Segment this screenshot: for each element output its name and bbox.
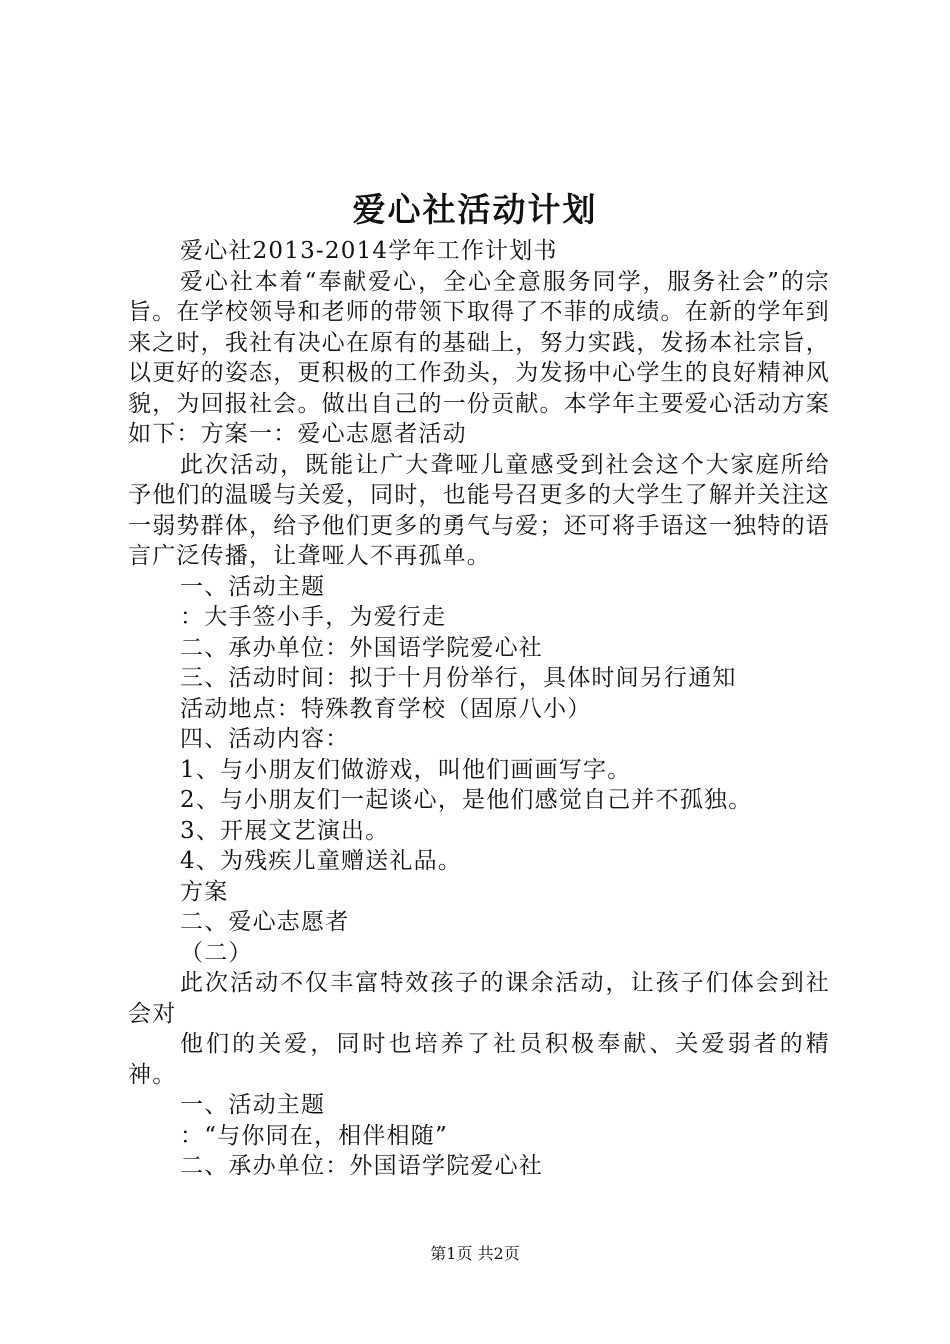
paragraph-intro: 爱心社本着“奉献爱心，全心全意服务同学，服务社会”的宗旨。在学校领导和老师的带领下取得了不菲的成绩。在新的学年到来之时，我社有决心在原有的基础上，努力实践，发扬本社宗旨，以更好的姿态，更积极的工作劲头，为发扬中心学生的良好精神风貌，为回报社会。做出自己的一份贡献。本学年主要爱心活动方案如下：方案一：爱心志愿者活动 bbox=[128, 268, 830, 447]
list-item-theme-heading: 一、活动主题 bbox=[180, 573, 326, 600]
paragraph-activity-two-b: 他们的关爱，同时也培养了社员积极奉献、关爱弱者的精神。 bbox=[128, 1031, 830, 1088]
list-item-organizer: 二、承办单位：外国语学院爱心社 bbox=[180, 634, 543, 661]
list-item-plan: 方案 bbox=[180, 878, 229, 905]
list-item-theme: ：大手签小手，为爱行走 bbox=[180, 604, 447, 630]
list-item-location: 活动地点：特殊教育学校（固原八小） bbox=[180, 695, 592, 722]
paragraph-activity-two-a: 此次活动不仅丰富特效孩子的课余活动，让孩子们体会到社会对 bbox=[128, 970, 830, 1027]
document-body bbox=[128, 236, 830, 1182]
document-title: 爱心社活动计划 bbox=[352, 190, 598, 229]
list-item-content-1: 1、与小朋友们做游戏，叫他们画画写字。 bbox=[180, 756, 632, 783]
page-footer: 第1页 共2页 bbox=[430, 1244, 520, 1263]
list-item-content-2: 2、与小朋友们一起谈心，是他们感觉自己并不孤独。 bbox=[180, 787, 753, 813]
list-item-theme-heading-2: 一、活动主题 bbox=[180, 1092, 326, 1118]
list-item-content-heading: 四、活动内容： bbox=[180, 726, 350, 752]
list-item-section-two: （二） bbox=[180, 939, 253, 966]
paragraph-plan-heading: 爱心社2013-2014学年工作计划书 bbox=[180, 238, 558, 264]
list-item-theme-2: ：“与你同在，相伴相随” bbox=[180, 1122, 448, 1149]
list-item-organizer-2: 二、承办单位：外国语学院爱心社 bbox=[180, 1153, 543, 1179]
list-item-time: 三、活动时间：拟于十月份举行，具体时间另行通知 bbox=[180, 665, 737, 691]
list-item-volunteer: 二、爱心志愿者 bbox=[180, 909, 350, 935]
paragraph-activity-purpose: 此次活动，既能让广大聋哑儿童感受到社会这个大家庭所给予他们的温暖与关爱，同时，也能号召更多的大学生了解并关注这一弱势群体，给予他们更多的勇气与爱；还可将手语这一独特的语言广泛传播，让聋哑人不再孤单。 bbox=[128, 451, 830, 569]
list-item-content-4: 4、为残疾儿童赠送礼品。 bbox=[180, 848, 463, 874]
list-item-content-3: 3、开展文艺演出。 bbox=[180, 817, 390, 844]
